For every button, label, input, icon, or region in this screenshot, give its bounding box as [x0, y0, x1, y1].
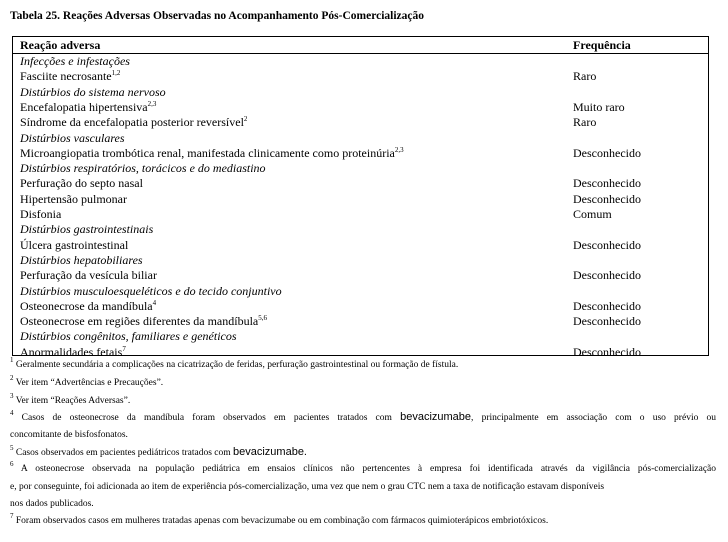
footnote-6-cont-1: e, por conseguinte, foi adicionada ao item de experiência pós-comercialização, uma vez que nem o grau CTC nem a taxa de notificação estavam disponíveis: [10, 482, 605, 492]
reaction-label: Úlcera gastrointestinal: [20, 237, 129, 252]
category-label: Distúrbios gastrointestinais: [20, 222, 154, 237]
reaction-label: Síndrome da encefalopatia posterior reversível$^2$: [20, 115, 248, 130]
header-reaction: Reação adversa: [20, 38, 101, 52]
category-label: Distúrbios respiratórios, torácicos e do mediastino: [20, 161, 266, 176]
frequency-value: Desconhecido: [573, 237, 641, 252]
frequency-value: Desconhecido: [573, 268, 641, 283]
reaction-label: Fasciite necrosante$^{1,2}$: [20, 69, 121, 84]
category-label: Distúrbios do sistema nervoso: [20, 84, 166, 99]
frequency-value: Desconhecido: [573, 191, 641, 206]
reaction-label: Perfuração do septo nasal: [20, 176, 143, 191]
footnote-1: $^1$ Geralmente secundária a complicações na cicatrização de feridas, perfuração gastrointestinal ou formação de fístula.: [10, 356, 459, 370]
reaction-label: Hipertensão pulmonar: [20, 191, 127, 206]
reaction-label: Anormalidades fetais$^7$: [20, 344, 126, 359]
adverse-reactions-table: [12, 36, 709, 359]
category-label: Distúrbios congênitos, familiares e genéticos: [20, 329, 237, 344]
footnote-4: $^4$ Casos de osteonecrose da mandíbula foram observados em pacientes tratados com bevacizumabe, principalmente em associação com o uso prévio ou: [10, 409, 716, 423]
footnote-ref: 2,3: [147, 99, 157, 108]
category-label: Distúrbios hepatobiliares: [20, 252, 143, 267]
frequency-value: Desconhecido: [573, 298, 641, 313]
category-label: Distúrbios vasculares: [20, 130, 125, 145]
footnote-ref: 1,2: [111, 69, 121, 78]
frequency-value: Desconhecido: [573, 176, 641, 191]
reaction-label: Osteonecrose em regiões diferentes da mandíbula$^{5,6}$: [20, 314, 267, 329]
footnote-ref: 2,3: [394, 145, 404, 154]
footnote-7: $^7$ Foram observados casos em mulheres tratadas apenas com bevacizumabe ou em combinação com fármacos quimioterápicos embriotóxicos.: [10, 512, 549, 526]
frequency-value: Raro: [573, 69, 597, 84]
frequency-value: Raro: [573, 115, 597, 130]
category-label: Distúrbios musculoesqueléticos e do tecido conjuntivo: [20, 283, 282, 298]
frequency-value: Desconhecido: [573, 344, 641, 359]
footnote-ref: 5,6: [258, 314, 267, 323]
reaction-label: Microangiopatia trombótica renal, manifestada clinicamente como proteinúria$^{2,3}$: [20, 145, 404, 160]
header-frequency: Frequência: [573, 38, 631, 52]
reaction-label: Encefalopatia hipertensiva$^{2,3}$: [20, 99, 157, 114]
frequency-value: Muito raro: [573, 99, 625, 114]
table-title: Tabela 25. Reações Adversas Observadas no Acompanhamento Pós-Comercialização: [10, 10, 424, 22]
footnote-6-cont-2: nos dados publicados.: [10, 499, 94, 509]
footnote-3: $^3$ Ver item “Reações Adversas”.: [10, 392, 131, 406]
footnote-4-cont: concomitante de bisfosfonatos.: [10, 430, 128, 440]
footnote-6: $^6$ A osteonecrose observada na população pediátrica em ensaios clínicos não pertencentes à empresa foi identificada através da vigilância pós-comercialização: [10, 460, 716, 474]
reaction-label: Osteonecrose da mandíbula$^4$: [20, 298, 157, 313]
footnote-ref: 7: [122, 344, 126, 353]
frequency-value: Comum: [573, 207, 612, 221]
footnote-ref: 4: [152, 298, 157, 307]
footnote-5: $^5$ Casos observados em pacientes pediátricos tratados com bevacizumabe.: [10, 444, 307, 458]
frequency-value: Desconhecido: [573, 314, 641, 329]
frequency-value: Desconhecido: [573, 145, 641, 160]
footnote-ref: 2: [243, 115, 248, 124]
reaction-label: Disfonia: [20, 207, 62, 221]
category-label: Infecções e infestações: [20, 54, 130, 68]
footnote-2: $^2$ Ver item “Advertências e Precauções”.: [10, 374, 164, 388]
reaction-label: Perfuração da vesícula biliar: [20, 268, 157, 283]
